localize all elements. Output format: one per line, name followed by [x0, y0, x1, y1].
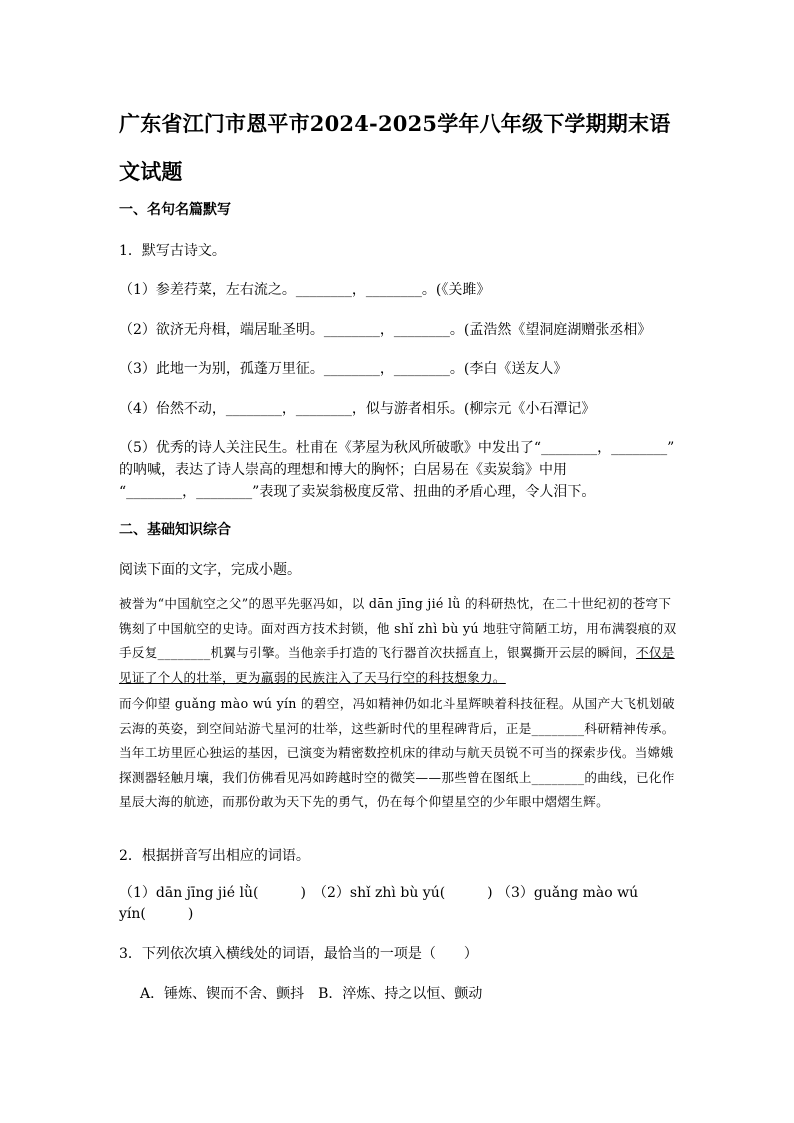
question-1-item-5-line-3: “________，________”表现了卖炭翁极度反常、扭曲的矛盾心理，令人泪下。 — [119, 484, 596, 500]
question-2-item-3: （3）guǎng mào wú — [497, 885, 639, 901]
question-2-item-3-cont: yín( ) — [119, 906, 194, 922]
question-1-item-3: （3）此地一为别，孤蓬万里征。________，________。(李白《送友人》 — [119, 361, 568, 377]
question-1-stem: 1．默写古诗文。 — [119, 243, 226, 259]
question-1-item-4: （4）佁然不动，________，________，似与游者相乐。(柳宗元《小石潭记》 — [119, 401, 596, 417]
reading-instruction: 阅读下面的文字，完成小题。 — [119, 562, 301, 578]
question-3-options: A．锤炼、锲而不舍、颤抖 B．淬炼、持之以恒、颤动 — [140, 986, 483, 1002]
reading-passage-1 — [119, 592, 679, 690]
question-1-item-1: （1）参差荇菜，左右流之。________，________。(《关雎》 — [119, 282, 491, 298]
passage-1-text: 被誉为“中国航空之父”的恩平先驱冯如，以 dān jīng jié lǜ 的科研热忱，在二十世纪初的苍穹下镌刻了中国航空的史诗。面对西方技术封锁，他 shǐ zhì bù yú 地驻守简陋工坊，用布满裂痕的双手反复________机翼与引擎。当他亲手打造的飞行器首次扶摇直上，银翼撕开云层的瞬间， — [119, 596, 677, 660]
passage-1-underlined-sentence: 不仅是见证了个人的壮举，更为羸弱的民族注入了天马行空的科技想象力。 — [119, 645, 675, 685]
reading-passage-2: 而今仰望 guǎng mào wú yín 的碧空，冯如精神仍如北斗星辉映着科技征程。从国产大飞机划破云海的英姿，到空间站游弋星河的壮举，这些新时代的里程碑背后，正是________科研精神传承。当年工坊里匠心独运的基因，已演变为精密数控机床的律动与航天员锐不可当的探索步伐。当嫦娥探测器轻触月壤，我们仿佛看见冯如跨越时空的微笑——那些曾在图纸上________的曲线，已化作星辰大海的航迹，而那份敢为天下先的勇气，仍在每个仰望星空的少年眼中熠熠生辉。 — [119, 696, 675, 809]
question-2-item-1: （1）dān jīng jié lǜ( ) — [119, 885, 306, 901]
document-title: 广东省江门市恩平市2024-2025学年八年级下学期期末语文试题 — [119, 111, 671, 184]
section-heading-2: 二、基础知识综合 — [119, 522, 231, 538]
question-2-stem: 2．根据拼音写出相应的词语。 — [119, 848, 310, 864]
question-3-stem: 3．下列依次填入横线处的词语，最恰当的一项是（ ） — [119, 946, 478, 962]
question-2-item-2: （2）shǐ zhì bù yú( ) — [313, 885, 493, 901]
section-heading-1: 一、名句名篇默写 — [119, 202, 231, 218]
question-1-item-5-line-2: 的呐喊，表达了诗人崇高的理想和博大的胸怀；白居易在《卖炭翁》中用 — [119, 462, 567, 478]
question-1-item-2: （2）欲济无舟楫，端居耻圣明。________，________。(孟浩然《望洞庭湖赠张丞相》 — [119, 322, 652, 338]
question-1-item-5-line-1: （5）优秀的诗人关注民生。杜甫在《茅屋为秋风所破歌》中发出了“________，________” — [119, 440, 675, 456]
